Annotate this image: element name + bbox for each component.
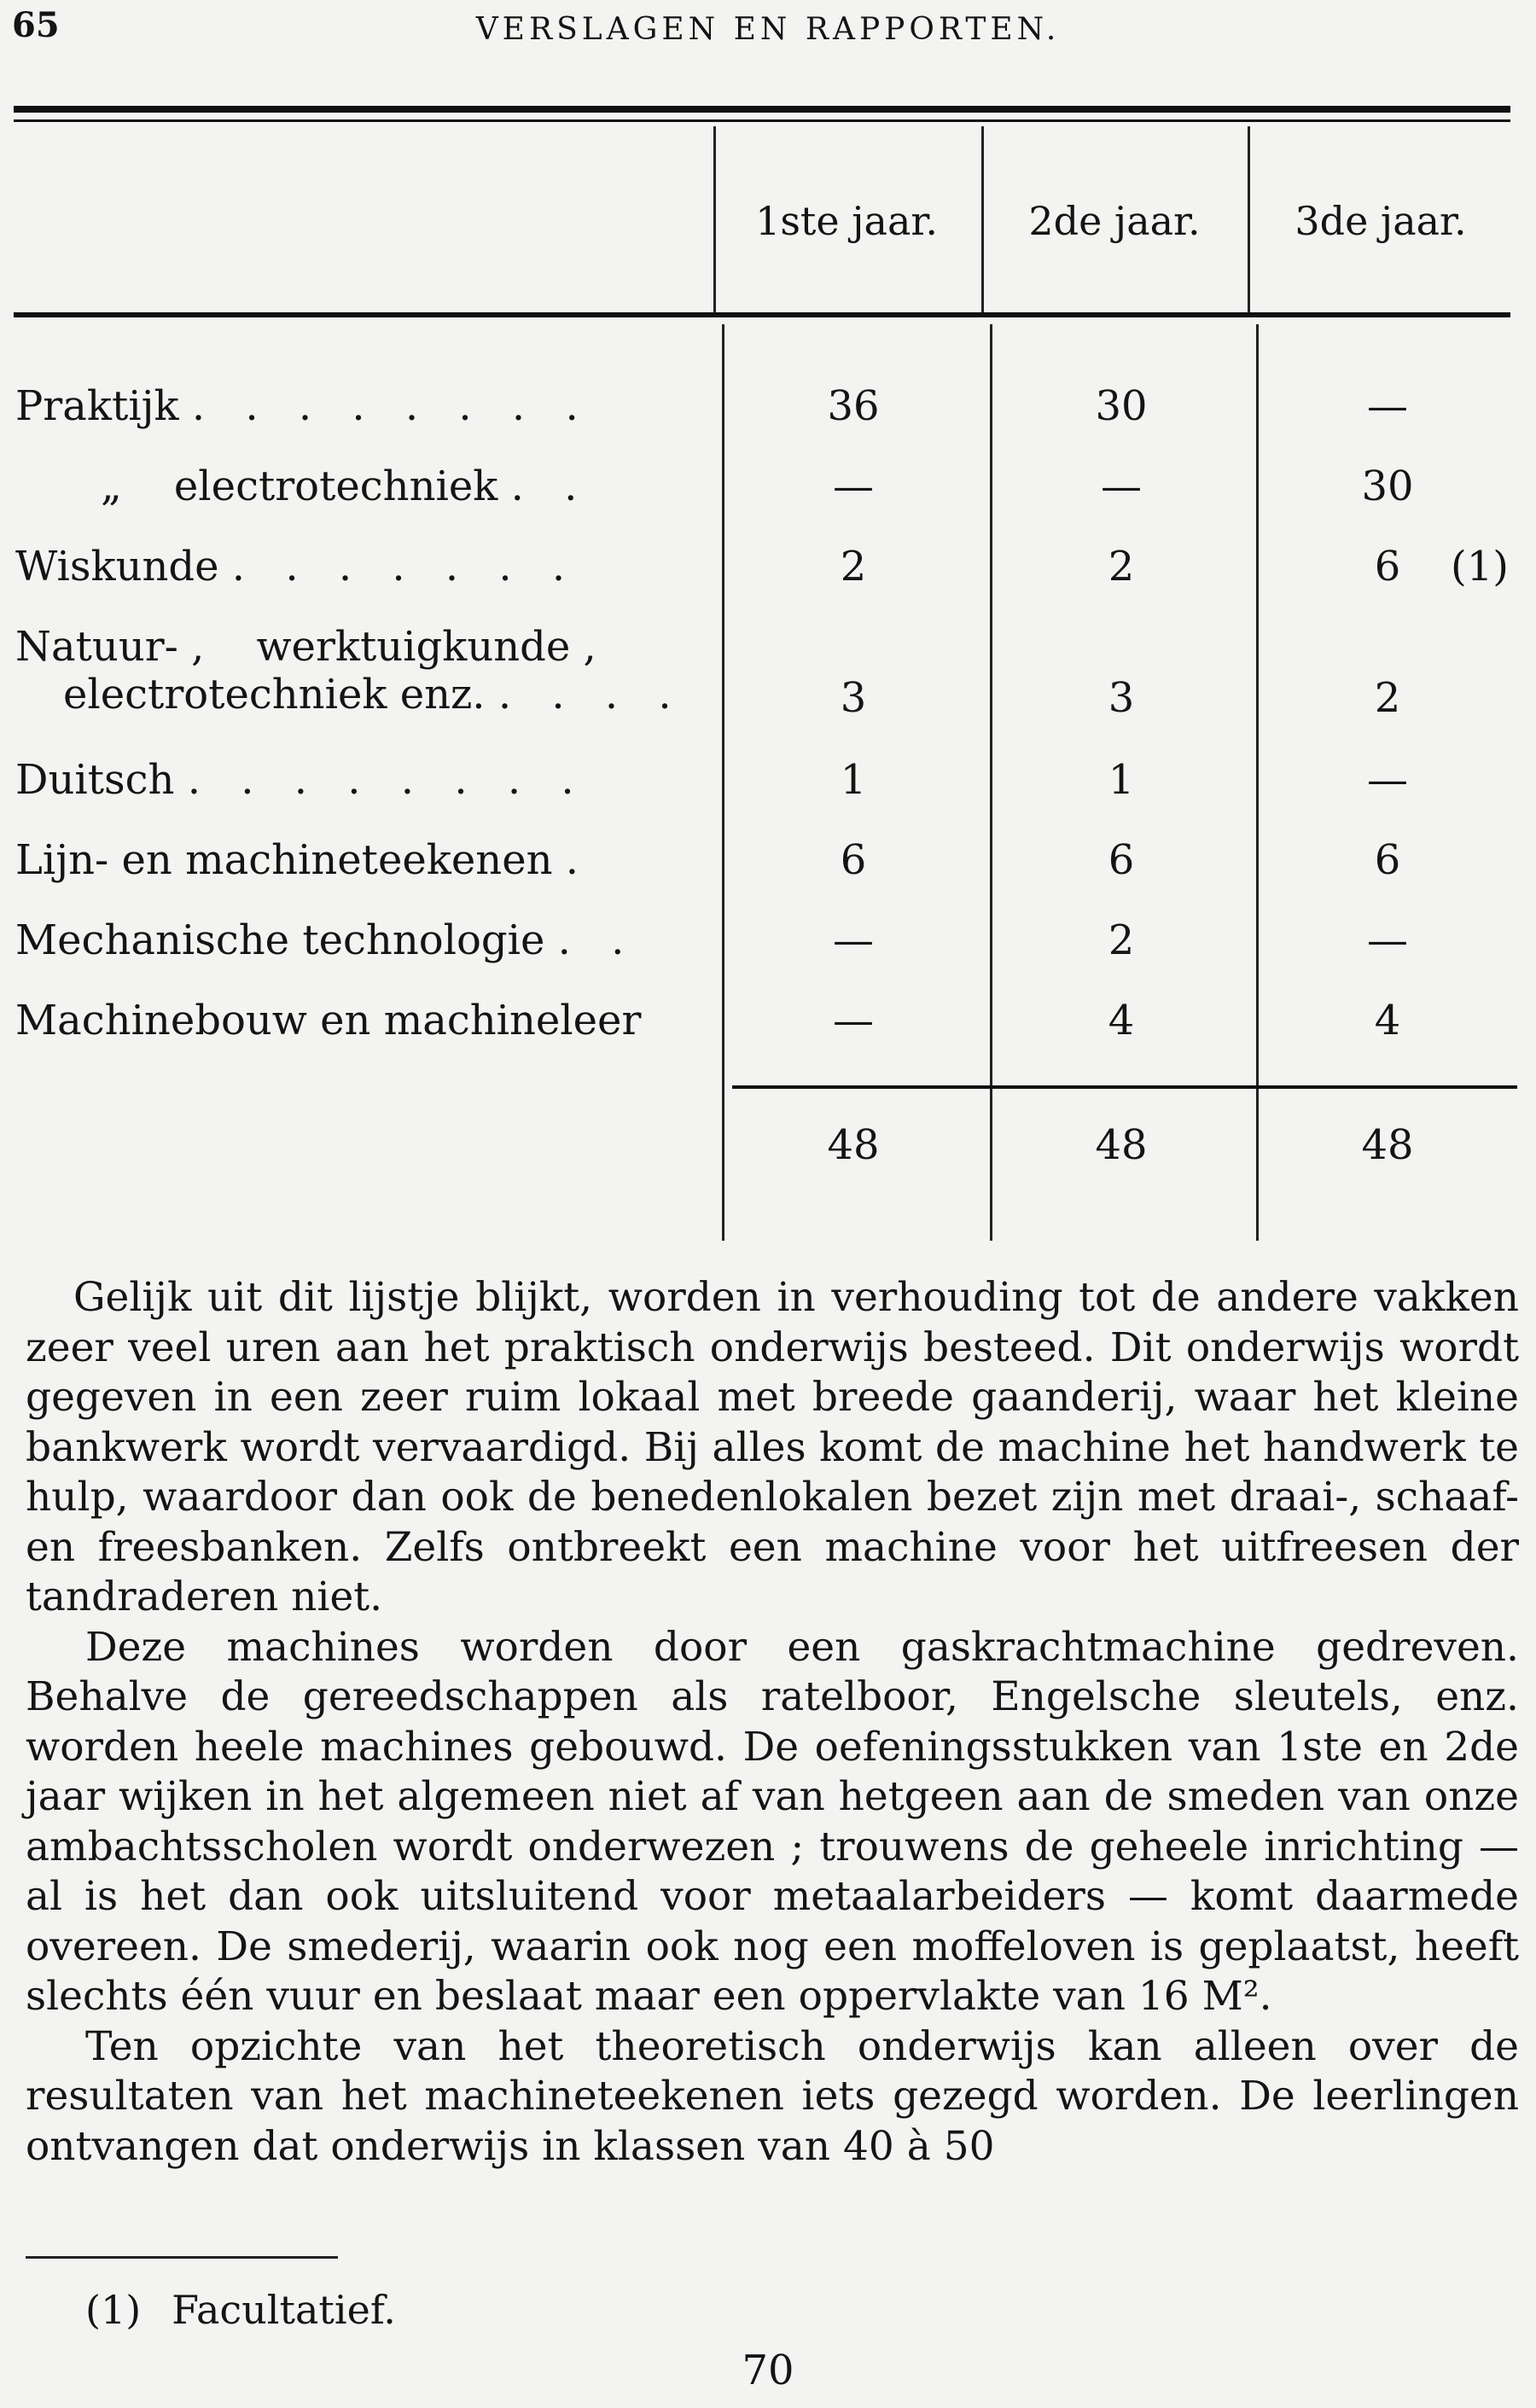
table-top-rule (14, 106, 1510, 113)
table-row-label: Natuur- , werktuigkunde , (15, 623, 596, 671)
table-cell: 4 (1374, 997, 1401, 1044)
table-cell: — (1367, 756, 1408, 804)
footnote-text: Facultatief. (172, 2287, 396, 2333)
table-cell: 2 (1108, 543, 1135, 590)
table-cell: 36 (827, 382, 880, 430)
table-row-label: „ electrotechniek . . (101, 462, 591, 510)
table-header-rule (14, 312, 1510, 317)
table-cell: 1 (1108, 756, 1135, 804)
column-header-1: 1ste jaar. (755, 198, 938, 244)
total-cell: 48 (1361, 1121, 1414, 1169)
footnote-rule (26, 2256, 338, 2259)
column-divider (990, 324, 992, 1241)
table-row-label-continuation: electrotechniek enz. . . . . (63, 671, 685, 718)
table-row-label: Machinebouw en machineleer (15, 997, 642, 1044)
page-number: 65 (12, 5, 60, 45)
paragraph: Ten opzichte van het theoretisch onderwijs kan alleen over de resultaten van het machineteekenen iets gezegd worden. De leerlingen ontvangen dat onderwijs in klassen van 40 à 50 (26, 2022, 1519, 2170)
footnote (85, 2287, 396, 2333)
column-divider (722, 324, 724, 1241)
body-text (26, 1273, 1519, 2172)
table-row-label: Mechanische technologie . . (15, 916, 638, 964)
table-cell: 30 (1361, 462, 1414, 510)
table-cell: 4 (1108, 997, 1135, 1044)
table-cell: 6 (1374, 543, 1401, 590)
table-cell: 2 (1374, 674, 1401, 722)
signature-mark: 70 (742, 2347, 794, 2394)
table-row-label: Duitsch . . . . . . . . (15, 756, 588, 804)
column-divider (1248, 126, 1250, 312)
table-cell: 2 (1108, 916, 1135, 964)
column-divider (1256, 324, 1259, 1241)
paragraph: Gelijk uit dit lijstje blijkt, worden in verhouding tot de andere vakken zeer veel uren aan het praktisch onderwijs besteed. Dit onderwijs wordt gegeven in een zeer ruim lokaal met breede gaanderij, waar het kleine bankwerk wordt vervaardigd. Bij alles komt de machine het handwerk te hulp, waardoor dan ook de benedenlokalen bezet zijn met draai-, schaaf- en freesbanken. Zelfs ontbreekt een machine voor het uitfreesen der tandraderen niet. (26, 1274, 1519, 1620)
table-cell: 6 (1374, 836, 1401, 884)
footnote-number: (1) (85, 2287, 142, 2333)
table-cell: 6 (1108, 836, 1135, 884)
column-header-2: 2de jaar. (1028, 198, 1201, 244)
table-row-label: Lijn- en machineteekenen . (15, 836, 593, 884)
table-cell: — (833, 462, 874, 510)
paragraph: Deze machines worden door een gaskrachtmachine gedreven. Behalve de gereedschappen als ratelboor, Engelsche sleutels, enz. worden heele machines gebouwd. De oefeningsstukken van 1ste en 2de jaar wijken in het algemeen niet af van hetgeen aan de smeden van onze ambachtsscholen wordt onderwezen ; trouwens de geheele inrichting — al is het dan ook uitsluitend voor metaalarbeiders — komt daarmede overeen. De smederij, waarin ook nog een moffeloven is geplaatst, heeft slechts één vuur en beslaat maar een oppervlakte van 16 M². (26, 1623, 1519, 2020)
total-cell: 48 (1095, 1121, 1148, 1169)
table-cell: 3 (1108, 674, 1135, 722)
table-cell: 6 (840, 836, 867, 884)
table-cell: — (1367, 382, 1408, 430)
footnote-reference: (1) (1451, 543, 1509, 590)
page-header (0, 5, 1536, 56)
table-cell: — (1367, 916, 1408, 964)
table-cell: 30 (1095, 382, 1148, 430)
table-cell: 2 (840, 543, 867, 590)
running-title: VERSLAGEN EN RAPPORTEN. (475, 12, 1061, 47)
table-top-rule-thin (14, 119, 1510, 122)
table-row-label: Wiskunde . . . . . . . (15, 543, 579, 590)
table-row-label: Praktijk . . . . . . . . (15, 382, 592, 430)
table-cell: 1 (840, 756, 867, 804)
table-cell: — (833, 997, 874, 1044)
column-divider (713, 126, 716, 312)
column-divider (981, 126, 984, 312)
table-cell: — (1101, 462, 1142, 510)
table-cell: 3 (840, 674, 867, 722)
column-header-3: 3de jaar. (1295, 198, 1467, 244)
table-cell: — (833, 916, 874, 964)
total-cell: 48 (827, 1121, 880, 1169)
totals-rule (732, 1085, 1517, 1089)
